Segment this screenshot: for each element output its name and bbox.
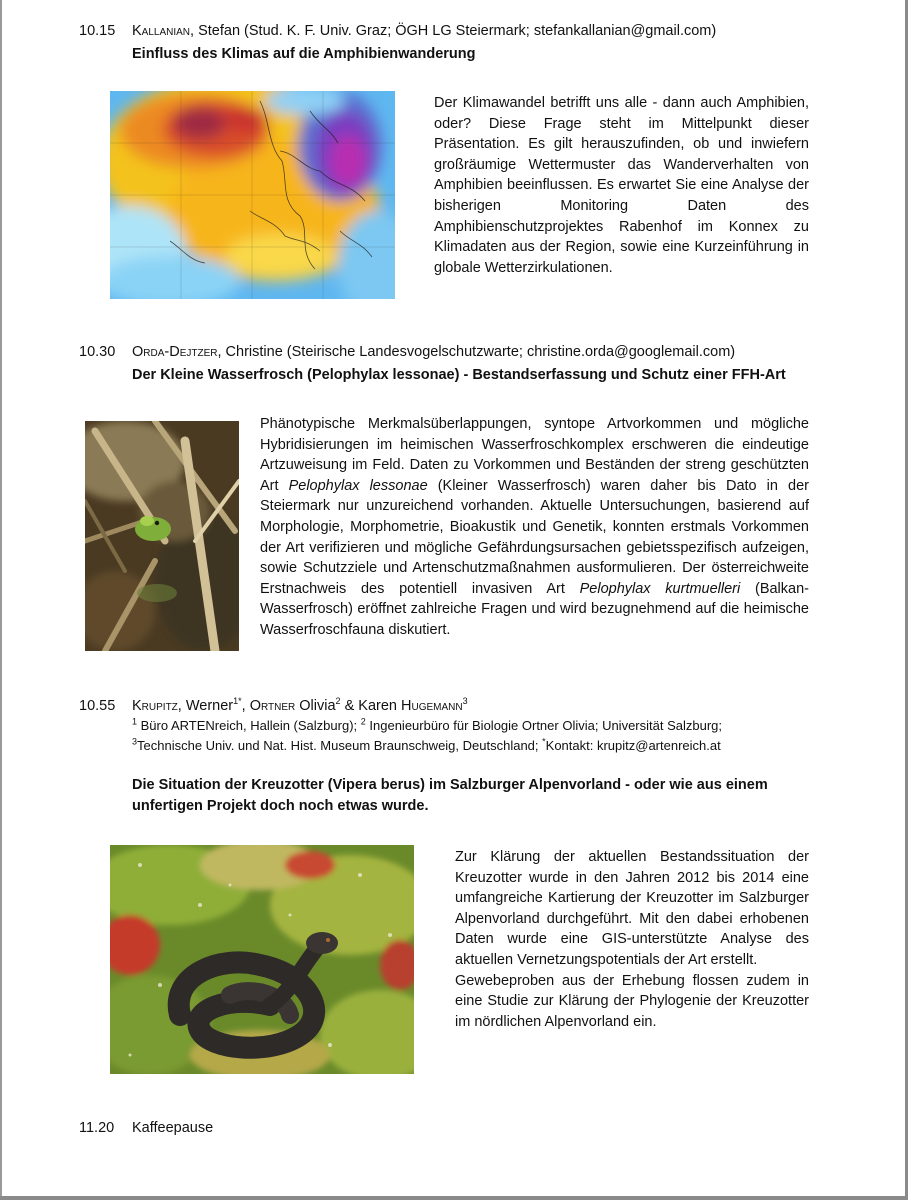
author-marker: 3 <box>462 696 468 707</box>
talk-abstract: Der Klimawandel betrifft uns alle - dann auch Amphibien, oder? Diese Frage steht im Mittelpunkt dieser Präsentation. Es gilt herauszufinden, ob und inwiefern großräumige Wettermuster das Wanderverhalten von Amphibien beeinflussen. Es erwartet Sie eine Analyse der bisherigen Monitoring Daten des Amphibienschutzprojektes Rabenhof im Konnex zu Klimadaten aus der Region, sowie eine Kurzeinführung in globale Wetterzirkulationen. <box>434 95 809 276</box>
author-separator: , <box>241 698 250 714</box>
author-marker: 2 <box>335 696 341 707</box>
author-surname: Krupitz <box>132 698 178 714</box>
author-separator: & <box>340 698 359 714</box>
affiliation-marker: 2 <box>360 716 366 727</box>
affiliation-text: Büro ARTENreich, Hallein (Salzburg); <box>137 718 361 733</box>
break-time: 11.20 <box>79 1120 115 1136</box>
affiliation-text: Kontakt: krupitz@artenreich.at <box>545 738 721 753</box>
author-given: Olivia <box>295 698 336 714</box>
species-name: Pelophylax kurtmuelleri <box>579 580 741 597</box>
author-surname: Orda-Dejtzer <box>132 344 218 360</box>
affiliation-marker: 3 <box>132 736 138 747</box>
break-label: Kaffeepause <box>132 1120 214 1136</box>
talk-authors <box>132 696 468 716</box>
talk-title: Einfluss des Klimas auf die Amphibienwanderung <box>132 46 476 62</box>
page-border-bottom <box>0 1196 908 1200</box>
abstract-text: (Kleiner Wasserfrosch) waren daher bis Dato in der Steiermark nur unzureichend vorhanden. Aktuelle Untersuchungen, basierend auf Morphologie, Morphometrie, Bioakustik und Genetik, konnten erstmals Vorkommen der Art verifizieren und mögliche Gefährdungsursachen gebietsspezifisch aufzeigen, sowie Schutzziele und Artenschutzmaßnahmen ausformulieren. Der österreichweite Erstnachweis des potentiell invasiven Art <box>260 477 809 597</box>
affiliation-marker: 1 <box>132 716 138 727</box>
author-marker: 1* <box>233 696 242 707</box>
talk-author <box>132 342 735 362</box>
affiliation-text: Technische Univ. und Nat. Hist. Museum Braunschweig, Deutschland; <box>137 738 543 753</box>
author-details: , Christine (Steirische Landesvogelschutzwarte; christine.orda@googlemail.com) <box>217 344 736 360</box>
affiliation-text: Ingenieurbüro für Biologie Ortner Olivia; Universität Salzburg; <box>365 718 723 733</box>
talk-time: 10.55 <box>79 698 116 714</box>
author-given: , Werner <box>177 698 234 714</box>
author-surname: Kallanian <box>132 23 191 39</box>
talk-title: Die Situation der Kreuzotter (Vipera berus) im Salzburger Alpenvorland - oder wie aus einem unfertigen Projekt doch noch etwas wurde. <box>132 777 768 814</box>
talk-author <box>132 21 716 41</box>
affiliation-line <box>132 716 722 736</box>
abstract-text: (Balkan-Wasserfrosch) eröffnet zahlreiche Fragen und wird bezugnehmend auf die heimische Wasserfroschfauna diskutiert. <box>260 580 809 638</box>
page-border-left <box>0 0 2 1200</box>
author-surname: Ortner <box>249 698 296 714</box>
author-surname: Hugemann <box>401 698 463 714</box>
affiliation-line <box>132 736 721 756</box>
talk-abstract <box>260 414 809 641</box>
abstract-paragraph: Gewebeproben aus der Erhebung flossen zudem in eine Studie zur Klärung der Phylogenie der Kreuzotter im nördlichen Alpenvorland ein. <box>455 972 809 1030</box>
talk-abstract <box>455 847 809 1032</box>
talk-title: Der Kleine Wasserfrosch (Pelophylax lessonae) - Bestandserfassung und Schutz einer FFH-Art <box>132 367 786 383</box>
author-details: , Stefan (Stud. K. F. Univ. Graz; ÖGH LG Steiermark; stefankallanian@gmail.com) <box>190 23 717 39</box>
species-name: Pelophylax lessonae <box>288 477 428 494</box>
weather-map-image <box>110 91 395 299</box>
affiliation-marker: * <box>542 736 546 747</box>
abstract-paragraph: Zur Klärung der aktuellen Bestandssituation der Kreuzotter wurde in den Jahren 2012 bis 2014 eine umfangreiche Kartierung der Kreuzotter im Salzburger Alpenvorland durchgeführt. Mit den dabei erhobenen Daten wurde eine GIS-unterstützte Analyse des aktuellen Vernetzungspotentials der Art erstellt. <box>455 849 809 968</box>
adder-photo <box>110 845 414 1074</box>
abstract-text: Phänotypische Merkmalsüberlappungen, syntope Artvorkommen und mögliche Hybridisierungen im heimischen Wasserfroschkomplex erschweren die eindeutige Artzuweisung im Feld. Daten zu Vorkommen und Beständen der streng geschützten Art <box>260 416 809 494</box>
frog-photo <box>85 421 239 651</box>
author-given: Karen <box>358 698 402 714</box>
talk-time: 10.30 <box>79 344 116 360</box>
talk-time: 10.15 <box>79 23 116 39</box>
